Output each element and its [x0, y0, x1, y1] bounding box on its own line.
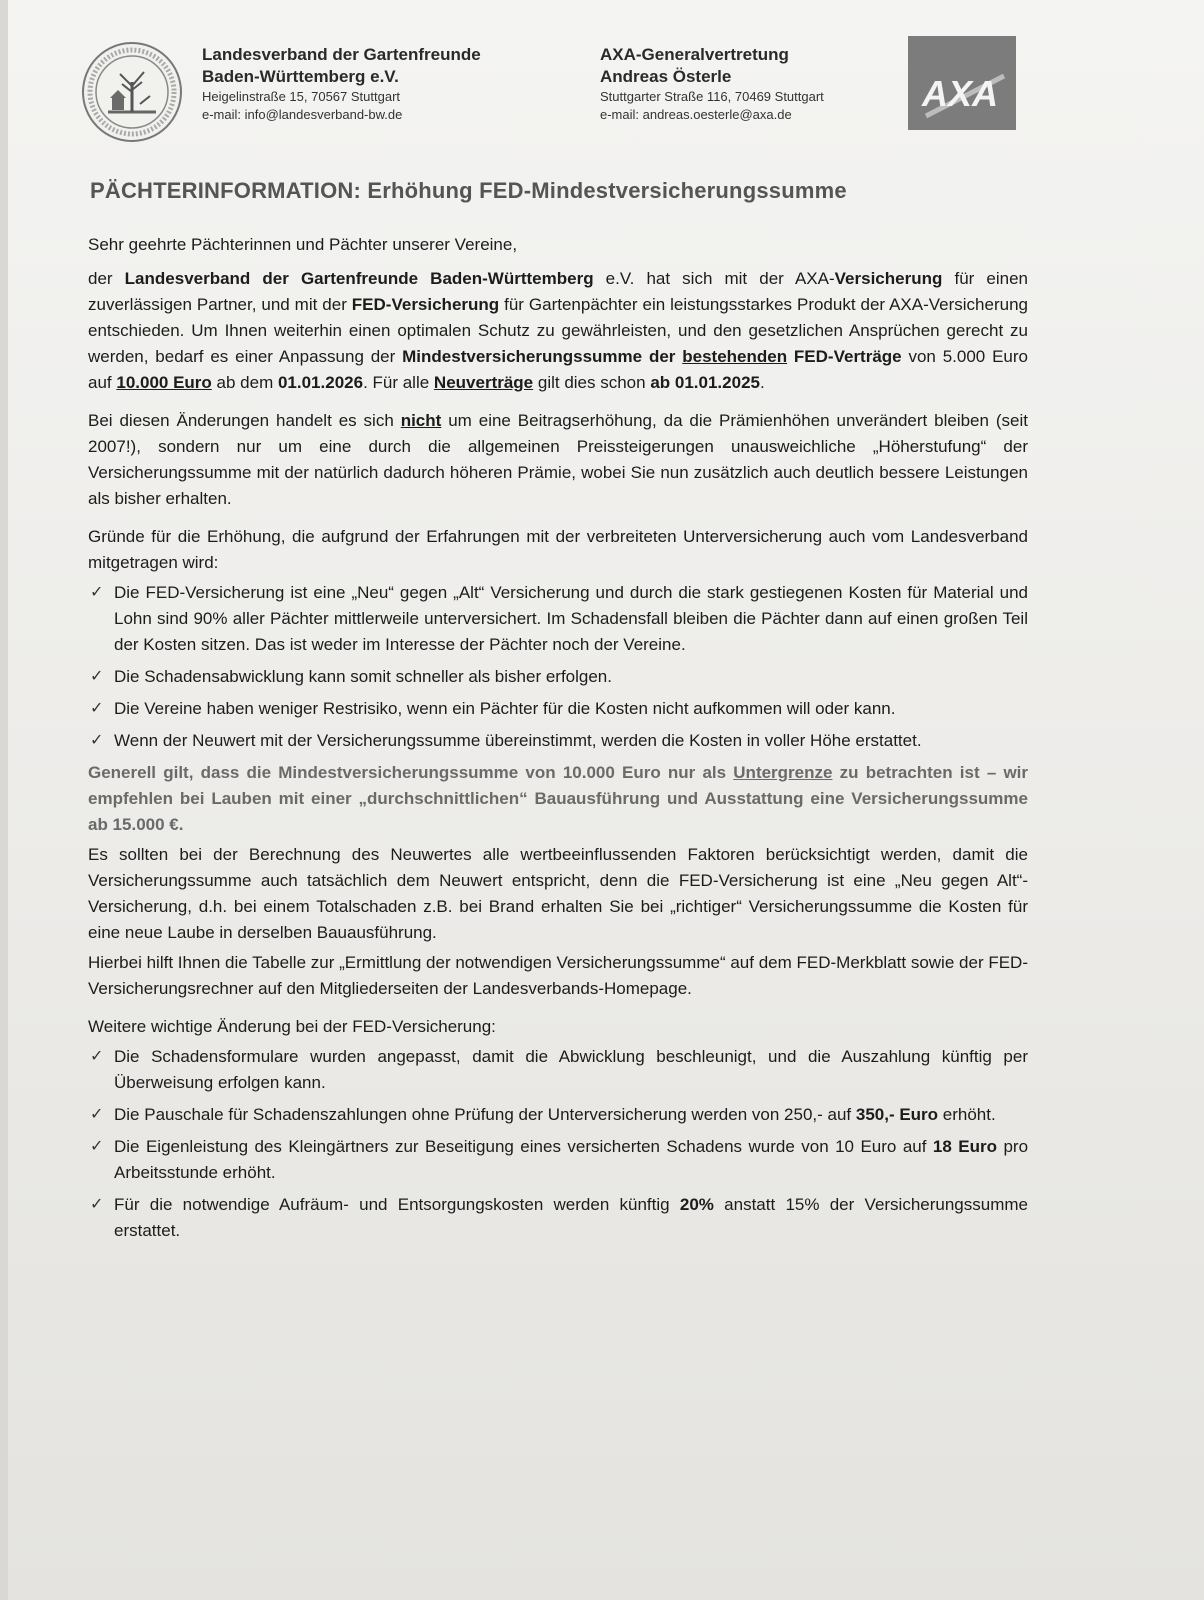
- reasons-list: [88, 580, 1028, 754]
- reason-item: ✓ Wenn der Neuwert mit der Versicherungssumme übereinstimmt, werden die Kosten in voller Höhe erstattet.: [88, 728, 1028, 754]
- check-icon: ✓: [90, 584, 104, 601]
- check-icon: ✓: [90, 668, 104, 685]
- check-icon: ✓: [90, 1196, 104, 1213]
- document-page: [8, 0, 1204, 1600]
- paragraph-new-value: Es sollten bei der Berechnung des Neuwertes alle wertbeeinflussenden Faktoren berücksichtigt werden, damit die Versicherungssumme auch tatsächlich dem Neuwert entspricht, denn die FED-Versicherung ist eine „Neu gegen Alt“-Versicherung, d.h. bei einem Totalschaden z.B. bei Brand erhalten Sie bei „richtiger“ Versicherungssumme die Kosten für eine neue Laube in derselben Bauausführung.: [88, 845, 1028, 942]
- axa-address: Stuttgarter Straße 116, 70469 Stuttgart: [600, 89, 824, 104]
- axa-email: e-mail: andreas.oesterle@axa.de: [600, 107, 792, 122]
- landesverband-address-block: [202, 44, 582, 124]
- changes-list: [88, 1044, 1028, 1244]
- axa-name-line1: AXA-Generalvertretung: [600, 45, 789, 64]
- check-icon: ✓: [90, 732, 104, 749]
- paragraph-further-changes-intro: Weitere wichtige Änderung bei der FED-Versicherung:: [88, 1017, 496, 1036]
- change-item: ✓ Die Schadensformulare wurden angepasst, damit die Abwicklung beschleunigt, und die Auszahlung künftig per Überweisung erfolgen kann.: [88, 1044, 1028, 1096]
- check-icon: ✓: [90, 700, 104, 717]
- greeting: Sehr geehrte Pächterinnen und Pächter unserer Vereine,: [88, 235, 518, 254]
- letter-body: [88, 232, 1028, 1250]
- lv-email: e-mail: info@landesverband-bw.de: [202, 107, 403, 122]
- page-title: PÄCHTERINFORMATION: Erhöhung FED-Mindestversicherungssumme: [90, 178, 847, 203]
- axa-address-block: [600, 44, 900, 124]
- lv-name-line2: Baden-Württemberg e.V.: [202, 67, 399, 86]
- letterhead: [8, 0, 1204, 150]
- check-icon: ✓: [90, 1048, 104, 1065]
- paragraph-intro: der Landesverband der Gartenfreunde Baden-Württemberg e.V. hat sich mit der AXA-Versicherung für einen zuverlässigen Partner, und mit der FED-Versicherung für Gartenpächter ein leistungsstarkes Produkt der AXA-Versicherung entschieden. Um Ihnen weiterhin einen optimalen Schutz zu gewährleisten, und den gesetzlichen Ansprüchen gerecht zu werden, bedarf es einer Anpassung der Mindestversicherungssumme der bestehenden FED-Verträge von 5.000 Euro auf 10.000 Euro ab dem 01.01.2026. Für alle Neuverträge gilt dies schon ab 01.01.2025.: [88, 269, 1028, 392]
- lv-address: Heigelinstraße 15, 70567 Stuttgart: [202, 89, 401, 104]
- axa-name-line2: Andreas Österle: [600, 67, 732, 86]
- paragraph-reasons-intro: Gründe für die Erhöhung, die aufgrund der Erfahrungen mit der verbreiteten Unterversicherung auch vom Landesverband mitgetragen wird:: [88, 527, 1028, 572]
- reason-item: ✓ Die Vereine haben weniger Restrisiko, wenn ein Pächter für die Kosten nicht aufkommen will oder kann.: [88, 696, 1028, 722]
- check-icon: ✓: [90, 1106, 104, 1123]
- axa-logo-text: AXA: [922, 73, 999, 114]
- change-item: ✓ Für die notwendige Aufräum- und Entsorgungskosten werden künftig 20% anstatt 15% der Versicherungssumme erstattet.: [88, 1192, 1028, 1244]
- change-item: ✓ Die Eigenleistung des Kleingärtners zur Beseitigung eines versicherten Schadens wurde von 10 Euro auf 18 Euro pro Arbeitsstunde erhöht.: [88, 1134, 1028, 1186]
- reason-item: ✓ Die FED-Versicherung ist eine „Neu“ gegen „Alt“ Versicherung und durch die stark gestiegenen Kosten für Material und Lohn sind 90% aller Pächter mittlerweile unterversichert. Im Schadensfall bleiben die Pächter dann auf einen großen Teil der Kosten sitzen. Das ist weder im Interesse der Pächter noch der Vereine.: [88, 580, 1028, 658]
- lv-name-line1: Landesverband der Gartenfreunde: [202, 45, 481, 64]
- association-seal-logo: [80, 40, 184, 144]
- axa-logo: [908, 36, 1016, 130]
- paragraph-calculator-hint: Hierbei hilft Ihnen die Tabelle zur „Ermittlung der notwendigen Versicherungssumme“ auf dem FED-Merkblatt sowie der FED-Versicherungsrechner auf den Mitgliederseiten der Landesverbands-Homepage.: [88, 953, 1028, 998]
- check-icon: ✓: [90, 1138, 104, 1155]
- paragraph-no-fee-increase: Bei diesen Änderungen handelt es sich nicht um eine Beitragserhöhung, da die Prämienhöhen unverändert bleiben (seit 2007!), sondern nur um eine durch die allgemeinen Preissteigerungen unausweichliche „Höherstufung“ der Versicherungssumme mit der natürlich dadurch höheren Prämie, wobei Sie nun zusätzlich auch deutlich bessere Leistungen als bisher erhalten.: [88, 411, 1028, 508]
- change-item: ✓ Die Pauschale für Schadenszahlungen ohne Prüfung der Unterversicherung werden von 250,- auf 350,- Euro erhöht.: [88, 1102, 1028, 1128]
- paragraph-recommendation: Generell gilt, dass die Mindestversicherungssumme von 10.000 Euro nur als Untergrenze zu betrachten ist – wir empfehlen bei Lauben mit einer „durchschnittlichen“ Bauausführung und Ausstattung eine Versicherungssumme ab 15.000 €.: [88, 763, 1029, 834]
- reason-item: ✓ Die Schadensabwicklung kann somit schneller als bisher erfolgen.: [88, 664, 1028, 690]
